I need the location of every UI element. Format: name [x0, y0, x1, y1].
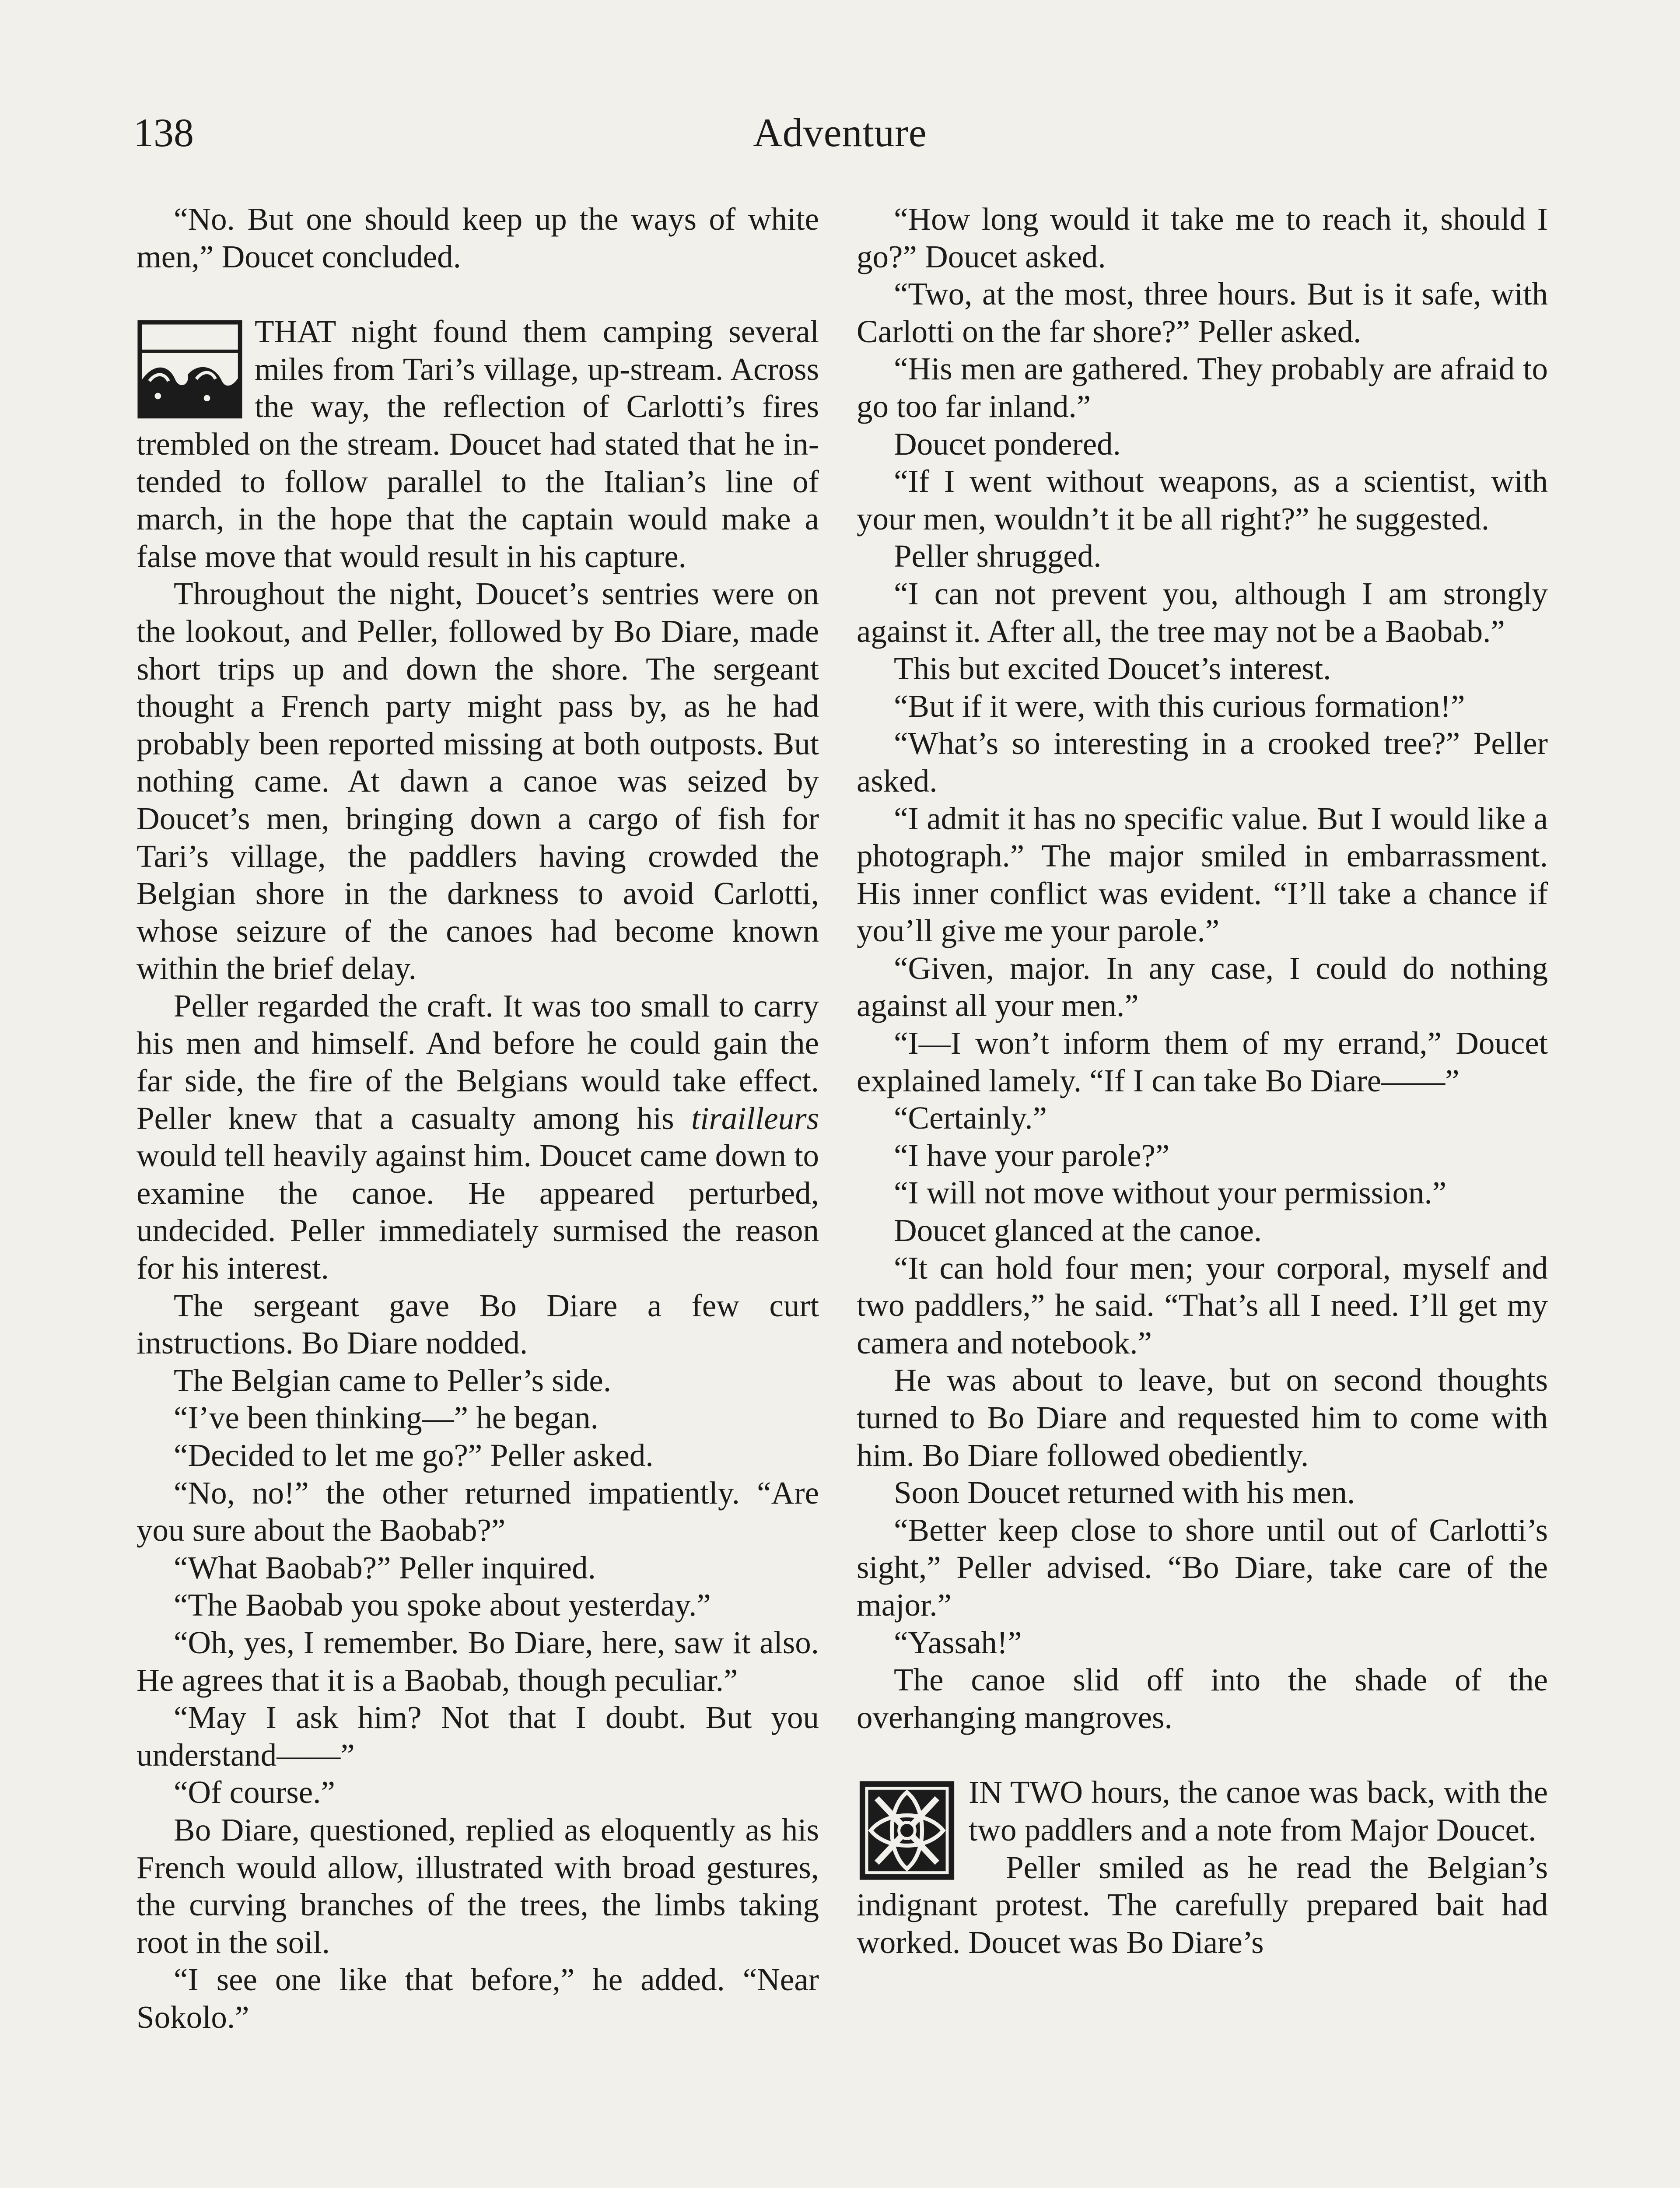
paragraph: Soon Doucet returned with his men. [894, 1475, 1355, 1511]
paragraph: Doucet glanced at the canoe. [894, 1213, 1262, 1248]
paragraph: “I’ve been thinking—” he began. [174, 1400, 598, 1436]
running-head: Adventure [753, 110, 927, 155]
page-header [0, 109, 1680, 162]
paragraph: “No, no!” the other returned impatiently. “Are you sure about the Baobab?” [136, 1475, 819, 1548]
paragraph: “Two, at the most, three hours. But is it safe, with Carlotti on the far shore?” Peller asked. [857, 276, 1548, 349]
paragraph: The sergeant gave Bo Diare a few curt instructions. Bo Diare nodded. [136, 1287, 819, 1361]
paragraph: This but excited Doucet’s interest. [894, 651, 1331, 687]
celtic-knot-ornament-icon [857, 1778, 957, 1883]
paragraph: Peller smiled as he read the Belgian’s indignant protest. The carefully prepared bait had worked. Doucet was Bo Diare’s [857, 1849, 1548, 1960]
paragraph: “His men are gathered. They probably are afraid to go too far inland.” [857, 351, 1548, 424]
paragraph: “Of course.” [174, 1774, 335, 1810]
page-number: 138 [133, 110, 194, 155]
paragraph: “I will not move without your permission.” [894, 1175, 1447, 1211]
paragraph: “Given, major. In any case, I could do nothing against all your men.” [857, 950, 1548, 1024]
paragraph: “Decided to let me go?” Peller asked. [174, 1438, 654, 1473]
paragraph: “What Baobab?” Peller inquired. [174, 1550, 596, 1585]
paragraph: Throughout the night, Doucet’s sentries were on the lookout, and Peller, followed by Bo Diare, made short trips up and down the shore. The sergeant thought a French party might pass by, as he had probably been reported missing at both outposts. But nothing came. At dawn a canoe was seized by Doucet’s men, bringing down a cargo of fish for Tari’s village, the paddlers having crowded the Belgian shore in the darkness to avoid Carlotti, whose seizure of the canoes had become known within the brief delay. [136, 576, 819, 986]
paragraph: Bo Diare, questioned, replied as eloquently as his French would allow, illustrated with broad gestures, the curving branches of the trees, the limbs taking root in the soil. [136, 1812, 819, 1960]
left-column [136, 200, 819, 2036]
paragraph: He was about to leave, but on second thoughts turned to Bo Diare and requested him to come with him. Bo Diare followed obediently. [857, 1362, 1548, 1473]
paragraph: IN TWO hours, the canoe was back, with the two paddlers and a note from Major Doucet. [857, 1774, 1548, 1848]
paragraph: “I can not prevent you, although I am strongly against it. After all, the tree may not be a Baobab.” [857, 575, 1548, 649]
paragraph: “I have your parole?” [894, 1137, 1170, 1173]
paragraph: Peller regarded the craft. It was too small to carry his men and himself. And before he could gain the far side, the fire of the Belgians would take effect. Peller knew that a casualty among his tirailleurs would tell heavily against him. Doucet came down to examine the canoe. He appeared perturbed, undecided. Peller immediately surmised the reason for his interest. [136, 988, 819, 1286]
paragraph: Doucet pondered. [894, 426, 1121, 462]
paragraph: “Oh, yes, I remember. Bo Diare, here, saw it also. He agrees that it is a Baobab, though peculiar.” [136, 1624, 819, 1698]
paragraph: “How long would it take me to reach it, should I go?” Doucet asked. [857, 201, 1548, 274]
paragraph: “I—I won’t inform them of my errand,” Doucet explained lamely. “If I can take Bo Diare——” [857, 1025, 1548, 1098]
paragraph: “No. But one should keep up the ways of white men,” Doucet concluded. [136, 201, 819, 274]
right-column [857, 200, 1548, 1961]
paragraph: “I admit it has no specific value. But I would like a photograph.” The major smiled in embarrassment. His inner conflict was evident. “I’ll take a chance if you’ll give me your parole.” [857, 800, 1548, 949]
paragraph: “If I went without weapons, as a scientist, with your men, wouldn’t it be all right?” he suggested. [857, 463, 1548, 536]
section-break [136, 275, 819, 313]
paragraph: “Yassah!” [894, 1624, 1022, 1660]
paragraph: The Belgian came to Peller’s side. [174, 1362, 612, 1398]
paragraph: “Better keep close to shore until out of Carlotti’s sight,” Peller advised. “Bo Diare, take care of the major.” [857, 1512, 1548, 1623]
paragraph: “It can hold four men; your corporal, myself and two paddlers,” he said. “That’s all I need. I’ll get my camera and notebook.” [857, 1250, 1548, 1360]
paragraph: “Certainly.” [894, 1100, 1047, 1136]
paragraph: “The Baobab you spoke about yesterday.” [174, 1587, 711, 1623]
paragraph: “What’s so interesting in a crooked tree?” Peller asked. [857, 726, 1548, 799]
wave-ornament-icon [136, 319, 243, 420]
paragraph: “I see one like that before,” he added. “Near Sokolo.” [136, 1962, 819, 2035]
paragraph: The canoe slid off into the shade of the overhanging mangroves. [857, 1662, 1548, 1735]
paragraph: THAT night found them camping several miles from Tari’s village, up-stream. Across the way, the reflection of Carlotti’s fires trembled on the stream. Doucet had stated that he intended to follow parallel to the Italian’s line of march, in the hope that the captain would make a false move that would result in his capture. [136, 314, 819, 574]
paragraph: Peller shrugged. [894, 538, 1102, 574]
section-break [857, 1736, 1548, 1774]
paragraph: “But if it were, with this curious formation!” [894, 688, 1465, 724]
paragraph: “May I ask him? Not that I doubt. But you understand——” [136, 1700, 819, 1773]
